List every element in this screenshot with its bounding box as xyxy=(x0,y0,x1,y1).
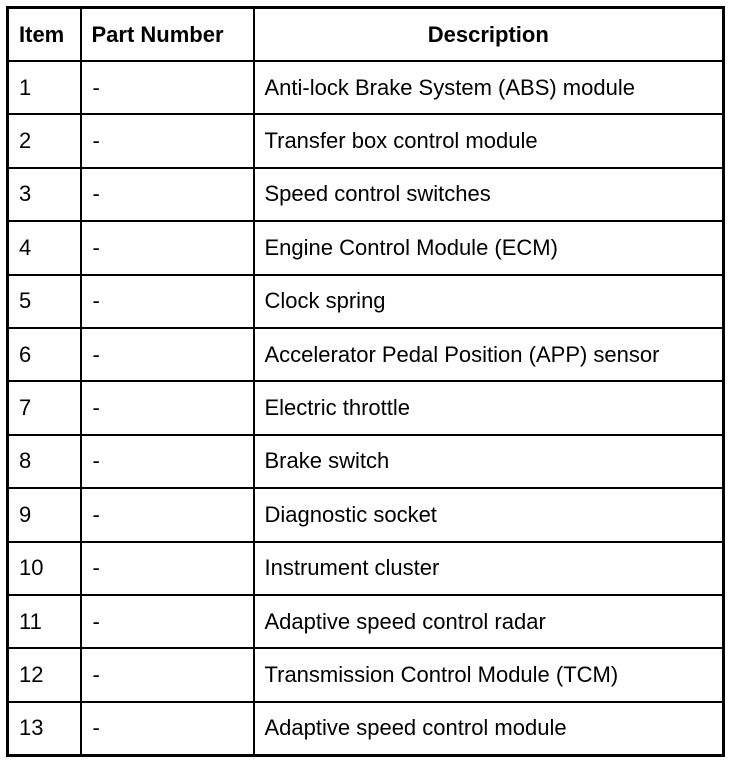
table-row xyxy=(8,275,724,328)
cell-description: Transmission Control Module (TCM) xyxy=(254,648,724,701)
cell-description: Brake switch xyxy=(254,435,724,488)
cell-item: 4 xyxy=(8,221,81,274)
table-row xyxy=(8,328,724,381)
parts-table xyxy=(6,6,725,757)
table-row xyxy=(8,381,724,434)
cell-part-number: - xyxy=(81,221,254,274)
cell-part-number: - xyxy=(81,168,254,221)
cell-description: Diagnostic socket xyxy=(254,488,724,541)
cell-item: 6 xyxy=(8,328,81,381)
cell-item: 8 xyxy=(8,435,81,488)
cell-part-number: - xyxy=(81,702,254,756)
table-row xyxy=(8,435,724,488)
cell-part-number: - xyxy=(81,435,254,488)
cell-item: 3 xyxy=(8,168,81,221)
cell-part-number: - xyxy=(81,61,254,114)
cell-item: 2 xyxy=(8,114,81,167)
table-row xyxy=(8,114,724,167)
cell-part-number: - xyxy=(81,328,254,381)
cell-description: Instrument cluster xyxy=(254,542,724,595)
cell-part-number: - xyxy=(81,381,254,434)
cell-item: 7 xyxy=(8,381,81,434)
cell-part-number: - xyxy=(81,114,254,167)
cell-item: 12 xyxy=(8,648,81,701)
cell-item: 11 xyxy=(8,595,81,648)
cell-item: 9 xyxy=(8,488,81,541)
table-row xyxy=(8,488,724,541)
cell-description: Engine Control Module (ECM) xyxy=(254,221,724,274)
header-item: Item xyxy=(8,8,81,62)
cell-part-number: - xyxy=(81,648,254,701)
cell-item: 13 xyxy=(8,702,81,756)
cell-description: Electric throttle xyxy=(254,381,724,434)
cell-description: Accelerator Pedal Position (APP) sensor xyxy=(254,328,724,381)
header-part-number: Part Number xyxy=(81,8,254,62)
cell-item: 10 xyxy=(8,542,81,595)
table-header-row xyxy=(8,8,724,62)
table-row xyxy=(8,648,724,701)
cell-description: Anti-lock Brake System (ABS) module xyxy=(254,61,724,114)
cell-description: Transfer box control module xyxy=(254,114,724,167)
cell-part-number: - xyxy=(81,595,254,648)
cell-item: 1 xyxy=(8,61,81,114)
parts-table-container xyxy=(6,6,722,757)
cell-part-number: - xyxy=(81,488,254,541)
cell-description: Speed control switches xyxy=(254,168,724,221)
header-description: Description xyxy=(254,8,724,62)
table-row xyxy=(8,168,724,221)
cell-description: Adaptive speed control radar xyxy=(254,595,724,648)
cell-item: 5 xyxy=(8,275,81,328)
cell-description: Adaptive speed control module xyxy=(254,702,724,756)
table-row xyxy=(8,221,724,274)
table-row xyxy=(8,542,724,595)
cell-part-number: - xyxy=(81,275,254,328)
table-row xyxy=(8,595,724,648)
cell-description: Clock spring xyxy=(254,275,724,328)
table-row xyxy=(8,61,724,114)
table-row xyxy=(8,702,724,756)
cell-part-number: - xyxy=(81,542,254,595)
